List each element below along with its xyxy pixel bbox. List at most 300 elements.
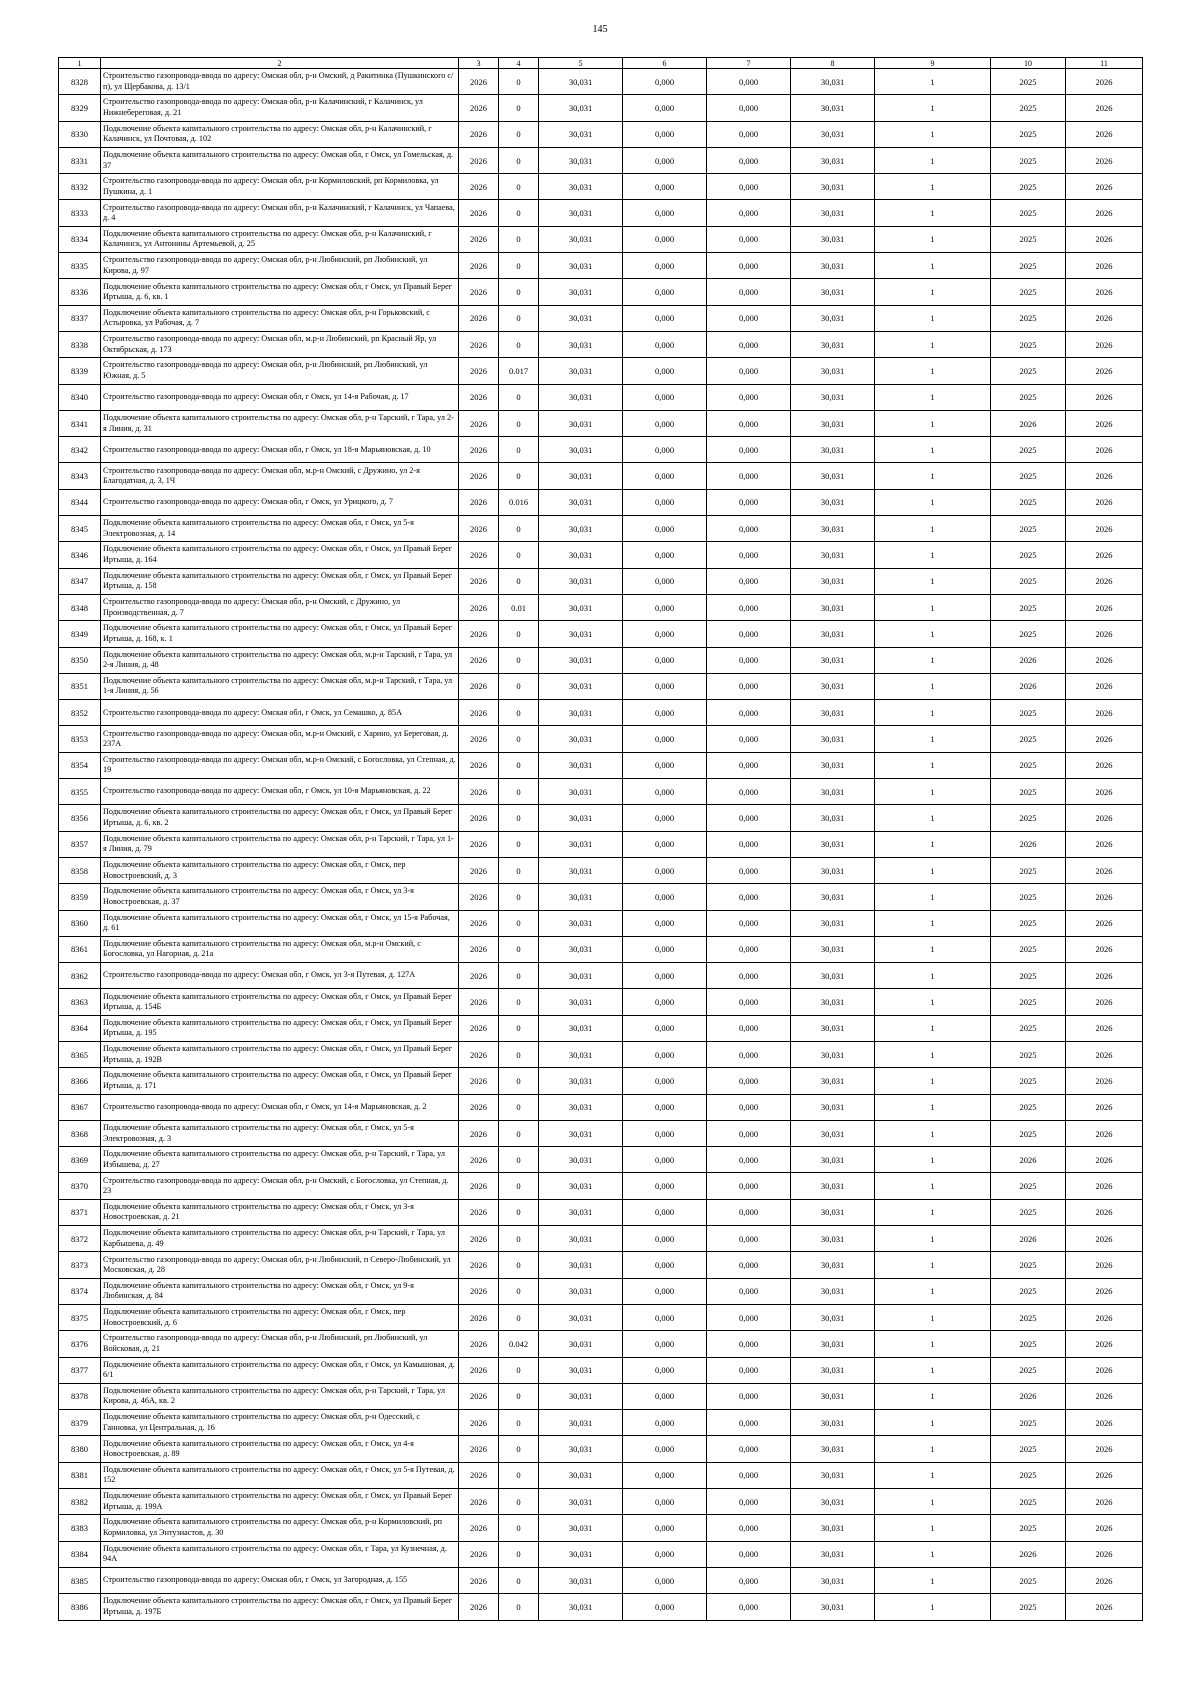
table-row: [59, 1594, 1143, 1620]
row-number-cell: 8344: [59, 489, 101, 515]
start-year-cell: 2025: [991, 857, 1066, 883]
cost-total-cell: 30,031: [539, 726, 623, 752]
cost-col-6-cell: 0,000: [623, 95, 707, 121]
object-description-cell: Подключение объекта капитального строительства по адресу: Омская обл, г Омск, пер Новостроевский, д. 6: [101, 1304, 459, 1330]
length-cell: 0: [499, 410, 539, 436]
year-cell: 2026: [459, 1278, 499, 1304]
cost-col-7-cell: 0,000: [707, 726, 791, 752]
table-row: [59, 542, 1143, 568]
cost-total-cell: 30,031: [539, 910, 623, 936]
end-year-cell: 2026: [1066, 568, 1143, 594]
row-number-cell: 8349: [59, 621, 101, 647]
cost-total-cell: 30,031: [539, 542, 623, 568]
end-year-cell: 2026: [1066, 358, 1143, 384]
length-cell: 0: [499, 253, 539, 279]
cost-col-8-cell: 30,031: [791, 1278, 875, 1304]
cost-col-8-cell: 30,031: [791, 542, 875, 568]
year-cell: 2026: [459, 1489, 499, 1515]
start-year-cell: 2025: [991, 910, 1066, 936]
cost-col-8-cell: 30,031: [791, 621, 875, 647]
length-cell: 0: [499, 989, 539, 1015]
start-year-cell: 2026: [991, 647, 1066, 673]
count-cell: 1: [875, 1041, 991, 1067]
count-cell: 1: [875, 253, 991, 279]
object-description-cell: Подключение объекта капитального строительства по адресу: Омская обл, м.р-н Омский, с Богословка, ул Нагорная, д. 21а: [101, 936, 459, 962]
table-row: [59, 857, 1143, 883]
cost-col-7-cell: 0,000: [707, 1041, 791, 1067]
cost-col-6-cell: 0,000: [623, 1436, 707, 1462]
start-year-cell: 2025: [991, 1094, 1066, 1120]
length-cell: 0: [499, 1068, 539, 1094]
length-cell: 0: [499, 621, 539, 647]
year-cell: 2026: [459, 1436, 499, 1462]
length-cell: 0: [499, 1252, 539, 1278]
year-cell: 2026: [459, 1015, 499, 1041]
cost-col-6-cell: 0,000: [623, 489, 707, 515]
end-year-cell: 2026: [1066, 1120, 1143, 1146]
cost-total-cell: 30,031: [539, 831, 623, 857]
length-cell: 0: [499, 884, 539, 910]
row-number-cell: 8340: [59, 384, 101, 410]
column-number-cell: 1: [59, 58, 101, 69]
object-description-cell: Подключение объекта капитального строительства по адресу: Омская обл, г Омск, ул Правый Берег Иртыша, д. 199А: [101, 1489, 459, 1515]
cost-col-7-cell: 0,000: [707, 1173, 791, 1199]
table-row: [59, 279, 1143, 305]
object-description-cell: Строительство газопровода-ввода по адресу: Омская обл, г Омск, ул 14-я Марьяновская, д. 2: [101, 1094, 459, 1120]
cost-total-cell: 30,031: [539, 1357, 623, 1383]
cost-col-7-cell: 0,000: [707, 1015, 791, 1041]
year-cell: 2026: [459, 1304, 499, 1330]
cost-col-6-cell: 0,000: [623, 1094, 707, 1120]
cost-total-cell: 30,031: [539, 516, 623, 542]
cost-total-cell: 30,031: [539, 1567, 623, 1593]
cost-col-7-cell: 0,000: [707, 568, 791, 594]
start-year-cell: 2026: [991, 410, 1066, 436]
cost-col-7-cell: 0,000: [707, 69, 791, 95]
cost-col-6-cell: 0,000: [623, 1226, 707, 1252]
end-year-cell: 2026: [1066, 95, 1143, 121]
object-description-cell: Строительство газопровода-ввода по адресу: Омская обл, р-н Омский, д Ракитинка (Пушкинского с/п), ул Щербакова, д. 13/1: [101, 69, 459, 95]
length-cell: 0: [499, 1594, 539, 1620]
table-row: [59, 1304, 1143, 1330]
start-year-cell: 2025: [991, 95, 1066, 121]
year-cell: 2026: [459, 936, 499, 962]
object-description-cell: Подключение объекта капитального строительства по адресу: Омская обл, г Омск, ул Правый Берег Иртыша, д. 171: [101, 1068, 459, 1094]
count-cell: 1: [875, 279, 991, 305]
cost-col-8-cell: 30,031: [791, 1462, 875, 1488]
cost-total-cell: 30,031: [539, 1462, 623, 1488]
length-cell: 0: [499, 174, 539, 200]
start-year-cell: 2025: [991, 621, 1066, 647]
cost-total-cell: 30,031: [539, 1147, 623, 1173]
year-cell: 2026: [459, 147, 499, 173]
cost-col-8-cell: 30,031: [791, 1252, 875, 1278]
cost-col-8-cell: 30,031: [791, 831, 875, 857]
length-cell: 0: [499, 1410, 539, 1436]
cost-total-cell: 30,031: [539, 226, 623, 252]
year-cell: 2026: [459, 989, 499, 1015]
object-description-cell: Подключение объекта капитального строительства по адресу: Омская обл, г Омск, ул Правый Берег Иртыша, д. 158: [101, 568, 459, 594]
cost-col-7-cell: 0,000: [707, 331, 791, 357]
table-row: [59, 95, 1143, 121]
table-row: [59, 621, 1143, 647]
count-cell: 1: [875, 463, 991, 489]
cost-col-7-cell: 0,000: [707, 542, 791, 568]
cost-col-7-cell: 0,000: [707, 121, 791, 147]
length-cell: 0: [499, 305, 539, 331]
start-year-cell: 2025: [991, 331, 1066, 357]
length-cell: 0: [499, 1094, 539, 1120]
cost-col-6-cell: 0,000: [623, 1015, 707, 1041]
row-number-cell: 8377: [59, 1357, 101, 1383]
count-cell: 1: [875, 726, 991, 752]
start-year-cell: 2025: [991, 1120, 1066, 1146]
length-cell: 0: [499, 752, 539, 778]
cost-col-7-cell: 0,000: [707, 1410, 791, 1436]
object-description-cell: Подключение объекта капитального строительства по адресу: Омская обл, р-н Калачинский, г Калачинск, ул Почтовая, д. 102: [101, 121, 459, 147]
row-number-cell: 8345: [59, 516, 101, 542]
table-row: [59, 121, 1143, 147]
cost-col-8-cell: 30,031: [791, 516, 875, 542]
year-cell: 2026: [459, 489, 499, 515]
cost-col-6-cell: 0,000: [623, 963, 707, 989]
row-number-cell: 8343: [59, 463, 101, 489]
row-number-cell: 8357: [59, 831, 101, 857]
cost-col-6-cell: 0,000: [623, 1567, 707, 1593]
cost-col-7-cell: 0,000: [707, 147, 791, 173]
end-year-cell: 2026: [1066, 516, 1143, 542]
start-year-cell: 2026: [991, 1383, 1066, 1409]
end-year-cell: 2026: [1066, 1173, 1143, 1199]
end-year-cell: 2026: [1066, 910, 1143, 936]
end-year-cell: 2026: [1066, 1489, 1143, 1515]
cost-total-cell: 30,031: [539, 463, 623, 489]
cost-col-7-cell: 0,000: [707, 700, 791, 726]
table-row: [59, 1383, 1143, 1409]
start-year-cell: 2025: [991, 779, 1066, 805]
cost-total-cell: 30,031: [539, 1252, 623, 1278]
object-description-cell: Подключение объекта капитального строительства по адресу: Омская обл, р-н Тарский, г Тара, ул Карбышева, д. 49: [101, 1226, 459, 1252]
cost-col-7-cell: 0,000: [707, 1462, 791, 1488]
end-year-cell: 2026: [1066, 1304, 1143, 1330]
row-number-cell: 8338: [59, 331, 101, 357]
row-number-cell: 8329: [59, 95, 101, 121]
row-number-cell: 8366: [59, 1068, 101, 1094]
start-year-cell: 2025: [991, 384, 1066, 410]
year-cell: 2026: [459, 910, 499, 936]
start-year-cell: 2025: [991, 463, 1066, 489]
end-year-cell: 2026: [1066, 647, 1143, 673]
cost-col-8-cell: 30,031: [791, 568, 875, 594]
cost-col-6-cell: 0,000: [623, 516, 707, 542]
table-row: [59, 647, 1143, 673]
table-row: [59, 752, 1143, 778]
cost-col-8-cell: 30,031: [791, 936, 875, 962]
row-number-cell: 8334: [59, 226, 101, 252]
start-year-cell: 2026: [991, 831, 1066, 857]
cost-col-7-cell: 0,000: [707, 384, 791, 410]
table-row: [59, 1015, 1143, 1041]
table-row: [59, 253, 1143, 279]
count-cell: 1: [875, 1173, 991, 1199]
cost-col-6-cell: 0,000: [623, 647, 707, 673]
end-year-cell: 2026: [1066, 1515, 1143, 1541]
cost-col-6-cell: 0,000: [623, 594, 707, 620]
length-cell: 0: [499, 69, 539, 95]
start-year-cell: 2025: [991, 226, 1066, 252]
cost-total-cell: 30,031: [539, 358, 623, 384]
cost-total-cell: 30,031: [539, 1173, 623, 1199]
cost-col-6-cell: 0,000: [623, 1278, 707, 1304]
count-cell: 1: [875, 1357, 991, 1383]
cost-col-8-cell: 30,031: [791, 1410, 875, 1436]
length-cell: 0: [499, 1226, 539, 1252]
start-year-cell: 2025: [991, 1594, 1066, 1620]
length-cell: 0: [499, 226, 539, 252]
cost-col-6-cell: 0,000: [623, 700, 707, 726]
start-year-cell: 2025: [991, 1489, 1066, 1515]
cost-col-8-cell: 30,031: [791, 200, 875, 226]
table-row: [59, 516, 1143, 542]
cost-col-8-cell: 30,031: [791, 805, 875, 831]
cost-col-7-cell: 0,000: [707, 174, 791, 200]
cost-col-7-cell: 0,000: [707, 463, 791, 489]
cost-total-cell: 30,031: [539, 437, 623, 463]
cost-total-cell: 30,031: [539, 331, 623, 357]
year-cell: 2026: [459, 1383, 499, 1409]
table-row: [59, 1515, 1143, 1541]
year-cell: 2026: [459, 121, 499, 147]
cost-col-8-cell: 30,031: [791, 69, 875, 95]
row-number-cell: 8342: [59, 437, 101, 463]
count-cell: 1: [875, 1436, 991, 1462]
cost-col-8-cell: 30,031: [791, 1147, 875, 1173]
end-year-cell: 2026: [1066, 1147, 1143, 1173]
row-number-cell: 8363: [59, 989, 101, 1015]
cost-col-8-cell: 30,031: [791, 673, 875, 699]
column-number-cell: 2: [101, 58, 459, 69]
count-cell: 1: [875, 1147, 991, 1173]
cost-total-cell: 30,031: [539, 279, 623, 305]
row-number-cell: 8350: [59, 647, 101, 673]
year-cell: 2026: [459, 673, 499, 699]
start-year-cell: 2025: [991, 279, 1066, 305]
object-description-cell: Подключение объекта капитального строительства по адресу: Омская обл, г Омск, ул Правый Берег Иртыша, д. 6, кв. 2: [101, 805, 459, 831]
year-cell: 2026: [459, 1199, 499, 1225]
length-cell: 0: [499, 936, 539, 962]
cost-total-cell: 30,031: [539, 857, 623, 883]
end-year-cell: 2026: [1066, 69, 1143, 95]
cost-total-cell: 30,031: [539, 805, 623, 831]
length-cell: 0: [499, 1462, 539, 1488]
table-row: [59, 1252, 1143, 1278]
start-year-cell: 2025: [991, 963, 1066, 989]
year-cell: 2026: [459, 884, 499, 910]
cost-col-6-cell: 0,000: [623, 226, 707, 252]
cost-total-cell: 30,031: [539, 1120, 623, 1146]
end-year-cell: 2026: [1066, 1278, 1143, 1304]
year-cell: 2026: [459, 410, 499, 436]
end-year-cell: 2026: [1066, 1068, 1143, 1094]
cost-col-6-cell: 0,000: [623, 121, 707, 147]
count-cell: 1: [875, 1541, 991, 1567]
year-cell: 2026: [459, 1410, 499, 1436]
cost-col-8-cell: 30,031: [791, 1120, 875, 1146]
cost-col-6-cell: 0,000: [623, 1199, 707, 1225]
count-cell: 1: [875, 1462, 991, 1488]
table-row: [59, 200, 1143, 226]
count-cell: 1: [875, 542, 991, 568]
table-row: [59, 884, 1143, 910]
year-cell: 2026: [459, 1226, 499, 1252]
start-year-cell: 2025: [991, 1199, 1066, 1225]
row-number-cell: 8355: [59, 779, 101, 805]
start-year-cell: 2025: [991, 174, 1066, 200]
table-row: [59, 384, 1143, 410]
cost-total-cell: 30,031: [539, 1515, 623, 1541]
start-year-cell: 2025: [991, 568, 1066, 594]
end-year-cell: 2026: [1066, 831, 1143, 857]
object-description-cell: Подключение объекта капитального строительства по адресу: Омская обл, г Тара, ул Кузнечная, д. 94А: [101, 1541, 459, 1567]
start-year-cell: 2025: [991, 1410, 1066, 1436]
column-number-cell: 7: [707, 58, 791, 69]
table-row: [59, 726, 1143, 752]
object-description-cell: Строительство газопровода-ввода по адресу: Омская обл, р-н Калачинский, г Калачинск, ул Нижнебереговая, д. 21: [101, 95, 459, 121]
cost-total-cell: 30,031: [539, 1226, 623, 1252]
cost-col-8-cell: 30,031: [791, 1383, 875, 1409]
cost-col-7-cell: 0,000: [707, 1278, 791, 1304]
start-year-cell: 2025: [991, 700, 1066, 726]
cost-col-7-cell: 0,000: [707, 910, 791, 936]
cost-col-6-cell: 0,000: [623, 936, 707, 962]
cost-total-cell: 30,031: [539, 752, 623, 778]
object-description-cell: Подключение объекта капитального строительства по адресу: Омская обл, г Омск, ул Правый Берег Иртыша, д. 6, кв. 1: [101, 279, 459, 305]
row-number-cell: 8336: [59, 279, 101, 305]
start-year-cell: 2026: [991, 1226, 1066, 1252]
cost-col-6-cell: 0,000: [623, 174, 707, 200]
year-cell: 2026: [459, 358, 499, 384]
object-description-cell: Подключение объекта капитального строительства по адресу: Омская обл, р-н Одесский, с Ганновка, ул Центральная, д. 16: [101, 1410, 459, 1436]
start-year-cell: 2026: [991, 673, 1066, 699]
data-table: [58, 57, 1143, 1621]
object-description-cell: Подключение объекта капитального строительства по адресу: Омская обл, р-н Тарский, г Тара, ул Избышева, д. 27: [101, 1147, 459, 1173]
start-year-cell: 2025: [991, 1304, 1066, 1330]
cost-total-cell: 30,031: [539, 568, 623, 594]
cost-col-7-cell: 0,000: [707, 594, 791, 620]
cost-col-8-cell: 30,031: [791, 358, 875, 384]
count-cell: 1: [875, 121, 991, 147]
year-cell: 2026: [459, 1594, 499, 1620]
start-year-cell: 2025: [991, 1041, 1066, 1067]
cost-total-cell: 30,031: [539, 884, 623, 910]
cost-total-cell: 30,031: [539, 200, 623, 226]
cost-total-cell: 30,031: [539, 1068, 623, 1094]
row-number-cell: 8378: [59, 1383, 101, 1409]
row-number-cell: 8382: [59, 1489, 101, 1515]
cost-col-7-cell: 0,000: [707, 779, 791, 805]
count-cell: 1: [875, 1410, 991, 1436]
start-year-cell: 2025: [991, 437, 1066, 463]
row-number-cell: 8367: [59, 1094, 101, 1120]
cost-col-8-cell: 30,031: [791, 726, 875, 752]
start-year-cell: 2026: [991, 1147, 1066, 1173]
cost-col-7-cell: 0,000: [707, 95, 791, 121]
cost-total-cell: 30,031: [539, 1278, 623, 1304]
row-number-cell: 8337: [59, 305, 101, 331]
end-year-cell: 2026: [1066, 594, 1143, 620]
cost-col-6-cell: 0,000: [623, 989, 707, 1015]
end-year-cell: 2026: [1066, 331, 1143, 357]
object-description-cell: Подключение объекта капитального строительства по адресу: Омская обл, г Омск, ул 3-я Новостроевская, д. 21: [101, 1199, 459, 1225]
length-cell: 0: [499, 1278, 539, 1304]
column-number-cell: 11: [1066, 58, 1143, 69]
cost-col-7-cell: 0,000: [707, 621, 791, 647]
cost-col-6-cell: 0,000: [623, 1410, 707, 1436]
year-cell: 2026: [459, 542, 499, 568]
object-description-cell: Подключение объекта капитального строительства по адресу: Омская обл, м.р-н Тарский, г Тара, ул 2-я Линия, д. 48: [101, 647, 459, 673]
count-cell: 1: [875, 700, 991, 726]
end-year-cell: 2026: [1066, 305, 1143, 331]
count-cell: 1: [875, 384, 991, 410]
start-year-cell: 2025: [991, 936, 1066, 962]
cost-total-cell: 30,031: [539, 410, 623, 436]
row-number-cell: 8333: [59, 200, 101, 226]
object-description-cell: Строительство газопровода-ввода по адресу: Омская обл, р-н Любинский, рп Любинский, ул Южная, д. 5: [101, 358, 459, 384]
cost-col-8-cell: 30,031: [791, 647, 875, 673]
object-description-cell: Строительство газопровода-ввода по адресу: Омская обл, м.р-н Омский, с Харино, ул Береговая, д. 237А: [101, 726, 459, 752]
year-cell: 2026: [459, 384, 499, 410]
end-year-cell: 2026: [1066, 779, 1143, 805]
cost-col-8-cell: 30,031: [791, 253, 875, 279]
cost-col-6-cell: 0,000: [623, 1041, 707, 1067]
length-cell: 0: [499, 279, 539, 305]
length-cell: 0: [499, 1436, 539, 1462]
row-number-cell: 8371: [59, 1199, 101, 1225]
start-year-cell: 2025: [991, 805, 1066, 831]
row-number-cell: 8370: [59, 1173, 101, 1199]
cost-col-6-cell: 0,000: [623, 69, 707, 95]
row-number-cell: 8375: [59, 1304, 101, 1330]
length-cell: 0: [499, 95, 539, 121]
row-number-cell: 8328: [59, 69, 101, 95]
cost-col-6-cell: 0,000: [623, 1383, 707, 1409]
start-year-cell: 2025: [991, 200, 1066, 226]
end-year-cell: 2026: [1066, 1199, 1143, 1225]
cost-col-8-cell: 30,031: [791, 305, 875, 331]
year-cell: 2026: [459, 226, 499, 252]
object-description-cell: Подключение объекта капитального строительства по адресу: Омская обл, г Омск, ул Правый Берег Иртыша, д. 195: [101, 1015, 459, 1041]
cost-col-7-cell: 0,000: [707, 1331, 791, 1357]
count-cell: 1: [875, 95, 991, 121]
count-cell: 1: [875, 1226, 991, 1252]
count-cell: 1: [875, 1199, 991, 1225]
row-number-cell: 8346: [59, 542, 101, 568]
start-year-cell: 2025: [991, 1015, 1066, 1041]
object-description-cell: Подключение объекта капитального строительства по адресу: Омская обл, г Омск, пер Новостроевский, д. 3: [101, 857, 459, 883]
cost-col-8-cell: 30,031: [791, 884, 875, 910]
object-description-cell: Подключение объекта капитального строительства по адресу: Омская обл, г Омск, ул 5-я Электровозная, д. 14: [101, 516, 459, 542]
count-cell: 1: [875, 410, 991, 436]
row-number-cell: 8339: [59, 358, 101, 384]
year-cell: 2026: [459, 726, 499, 752]
cost-col-8-cell: 30,031: [791, 1226, 875, 1252]
cost-total-cell: 30,031: [539, 1541, 623, 1567]
end-year-cell: 2026: [1066, 1331, 1143, 1357]
cost-col-6-cell: 0,000: [623, 621, 707, 647]
cost-col-8-cell: 30,031: [791, 463, 875, 489]
page-number: 145: [592, 24, 608, 35]
length-cell: 0: [499, 437, 539, 463]
